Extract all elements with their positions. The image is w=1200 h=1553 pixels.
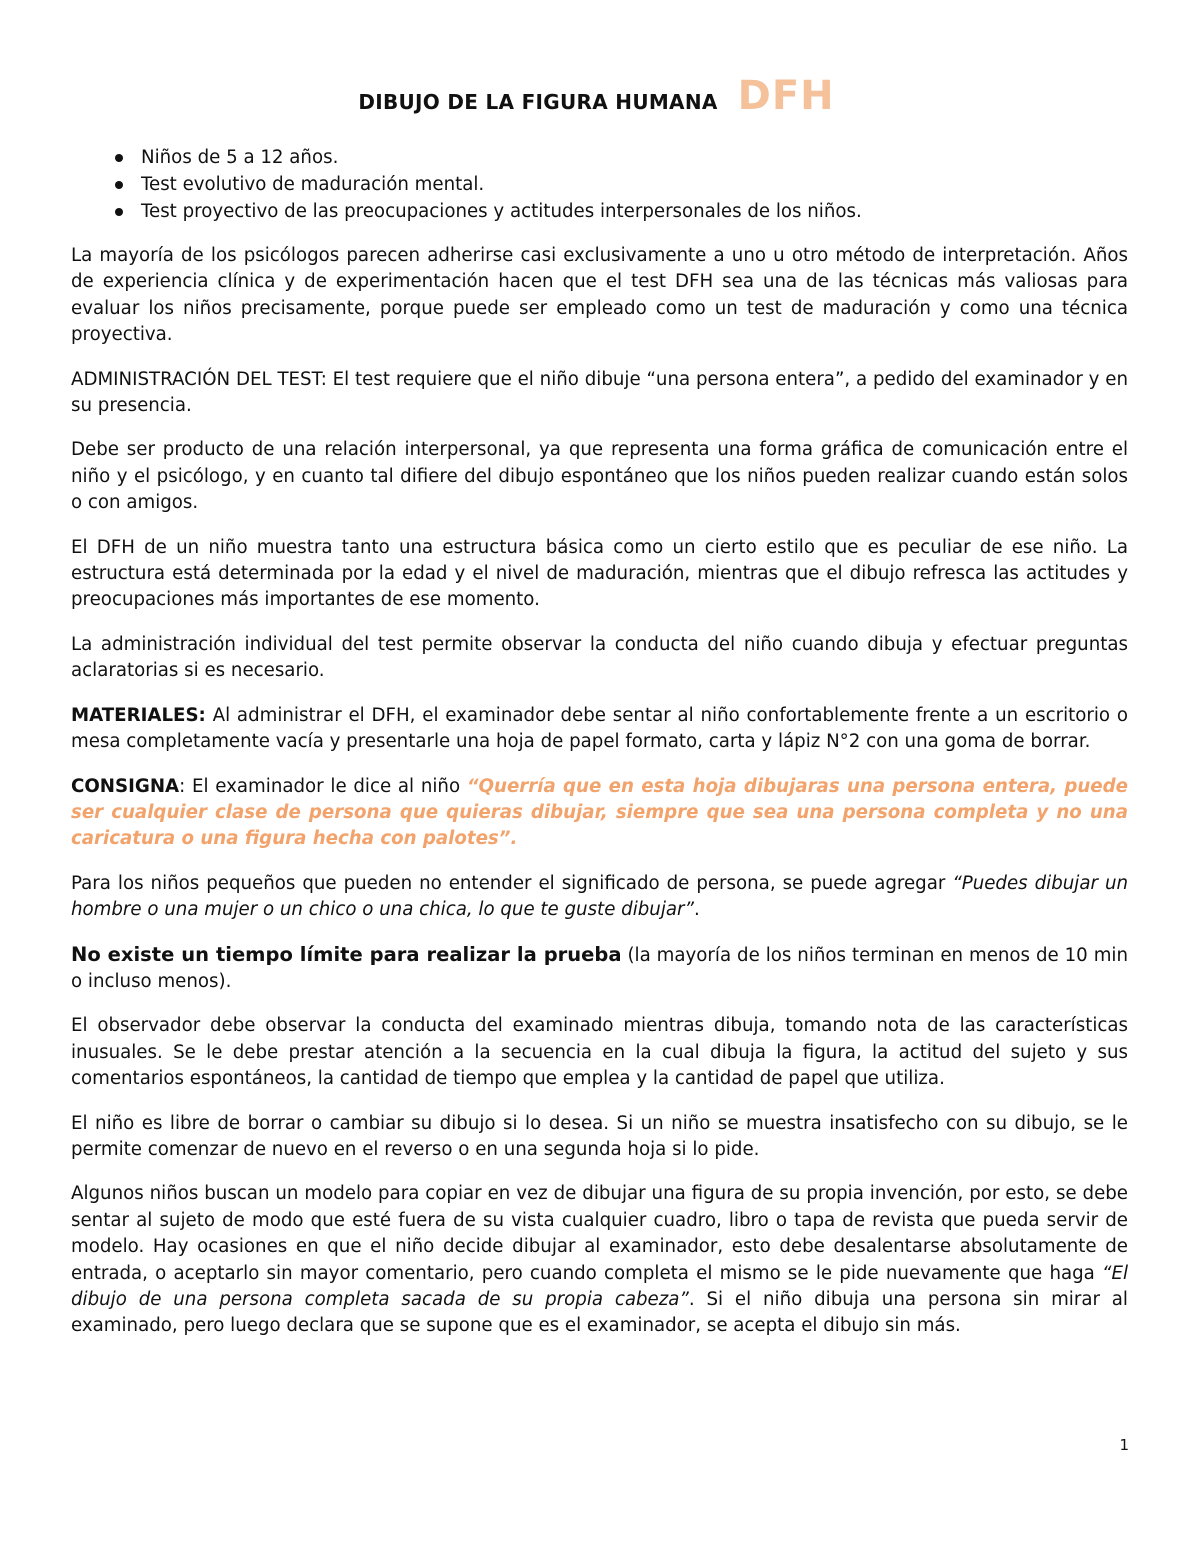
modelo-text-a: Algunos niños buscan un modelo para copiar en vez de dibujar una figura de su propia invención, por esto, se debe sentar al sujeto de modo que esté fuera de su vista cualquier cuadro, libro o tapa de revista que pueda servir de modelo. Hay ocasiones en que el niño decide dibujar al examinador, esto debe desalentarse absolutamente de entrada, o aceptarlo sin mayor comentario, pero cuando completa el mismo se le pide nuevamente que haga (71, 1183, 1128, 1284)
ninos-pequenos-end: . (693, 899, 700, 921)
paragraph-ninos-pequenos (71, 871, 1128, 924)
bullet-item: Test proyectivo de las preocupaciones y actitudes interpersonales de los niños. (141, 198, 1128, 225)
modelo-quote: “El dibujo de una persona completa sacada de su propia cabeza” (71, 1262, 1128, 1310)
paragraph-estructura: El DFH de un niño muestra tanto una estructura básica como un cierto estilo que es peculiar de ese niño. La estructura está determinada por la edad y el nivel de maduración, mientras que el dibujo refresca las actitudes y preocupaciones más importantes de ese momento. (71, 536, 1128, 611)
paragraph-administracion: ADMINISTRACIÓN DEL TEST: El test requiere que el niño dibuje “una persona entera”, a pedido del examinador y en su presencia. (71, 368, 1128, 417)
paragraph-tiempo (71, 942, 1128, 996)
materiales-text: Al administrar el DFH, el examinador debe sentar al niño confortablemente frente a un escritorio o mesa completamente vacía y presentarle una hoja de papel formato, carta y lápiz N°2 con una goma de borrar. (71, 704, 1128, 753)
title-row (65, 70, 1128, 122)
title-accent: DFH (737, 73, 835, 119)
consigna-text: : El examinador le dice al niño (179, 775, 467, 797)
paragraph-observador: El observador debe observar la conducta del examinado mientras dibuja, tomando nota de las características inusuales. Se le debe prestar atención a la secuencia en la cual dibuja la figura, la actitud del sujeto y sus comentarios espontáneos, la cantidad de tiempo que emplea y la cantidad de papel que utiliza. (71, 1015, 1128, 1090)
materiales-label: MATERIALES: (71, 704, 206, 726)
paragraph-administracion-individual: La administración individual del test permite observar la conducta del niño cuando dibuja y efectuar preguntas aclaratorias si es necesario. (71, 633, 1128, 682)
consigna-quote: “Querría que en esta hoja dibujaras una persona entera, puede ser cualquier clase de persona que quieras dibujar, siempre que sea una persona completa y no una caricatura o una figura hecha con palotes”. (71, 775, 1128, 850)
paragraph-consigna (71, 774, 1128, 853)
modelo-text-b: . Si el niño dibuja una persona sin mirar al examinado, pero luego declara que se supone que es el examinador, se acepta el dibujo sin más. (71, 1289, 1128, 1337)
tiempo-text: (la mayoría de los niños terminan en menos de 10 min o incluso menos). (71, 944, 1128, 992)
bullet-item: Test evolutivo de maduración mental. (141, 171, 1128, 198)
bullet-item: Niños de 5 a 12 años. (141, 144, 1128, 171)
paragraph-materiales (71, 703, 1128, 756)
paragraph-borrar: El niño es libre de borrar o cambiar su dibujo si lo desea. Si un niño se muestra insatisfecho con su dibujo, se le permite comenzar de nuevo en el reverso o en una segunda hoja si lo pide. (71, 1112, 1128, 1160)
tiempo-label: No existe un tiempo límite para realizar la prueba (71, 942, 622, 966)
paragraph-relacion: Debe ser producto de una relación interpersonal, ya que representa una forma gráfica de comunicación entre el niño y el psicólogo, y en cuanto tal difiere del dibujo espontáneo que los niños pueden realizar cuando están solos o con amigos. (71, 439, 1128, 514)
bullet-list (71, 144, 1128, 225)
paragraph-intro: La mayoría de los psicólogos parecen adherirse casi exclusivamente a uno u otro método de interpretación. Años de experiencia clínica y de experimentación hacen que el test DFH sea una de las técnicas más valiosas para evaluar los niños precisamente, porque puede ser empleado como un test de maduración y como una técnica proyectiva. (71, 245, 1128, 346)
page-title: DIBUJO DE LA FIGURA HUMANA (358, 90, 718, 114)
consigna-label: CONSIGNA (71, 775, 180, 797)
page-content (71, 70, 1128, 1340)
page-number: 1 (1119, 1436, 1129, 1454)
ninos-pequenos-quote: “Puedes dibujar un hombre o una mujer o un chico o una chica, lo que te guste dibujar” (71, 872, 1128, 921)
ninos-pequenos-text: Para los niños pequeños que pueden no entender el significado de persona, se puede agregar (71, 872, 953, 894)
paragraph-modelo (71, 1181, 1128, 1339)
